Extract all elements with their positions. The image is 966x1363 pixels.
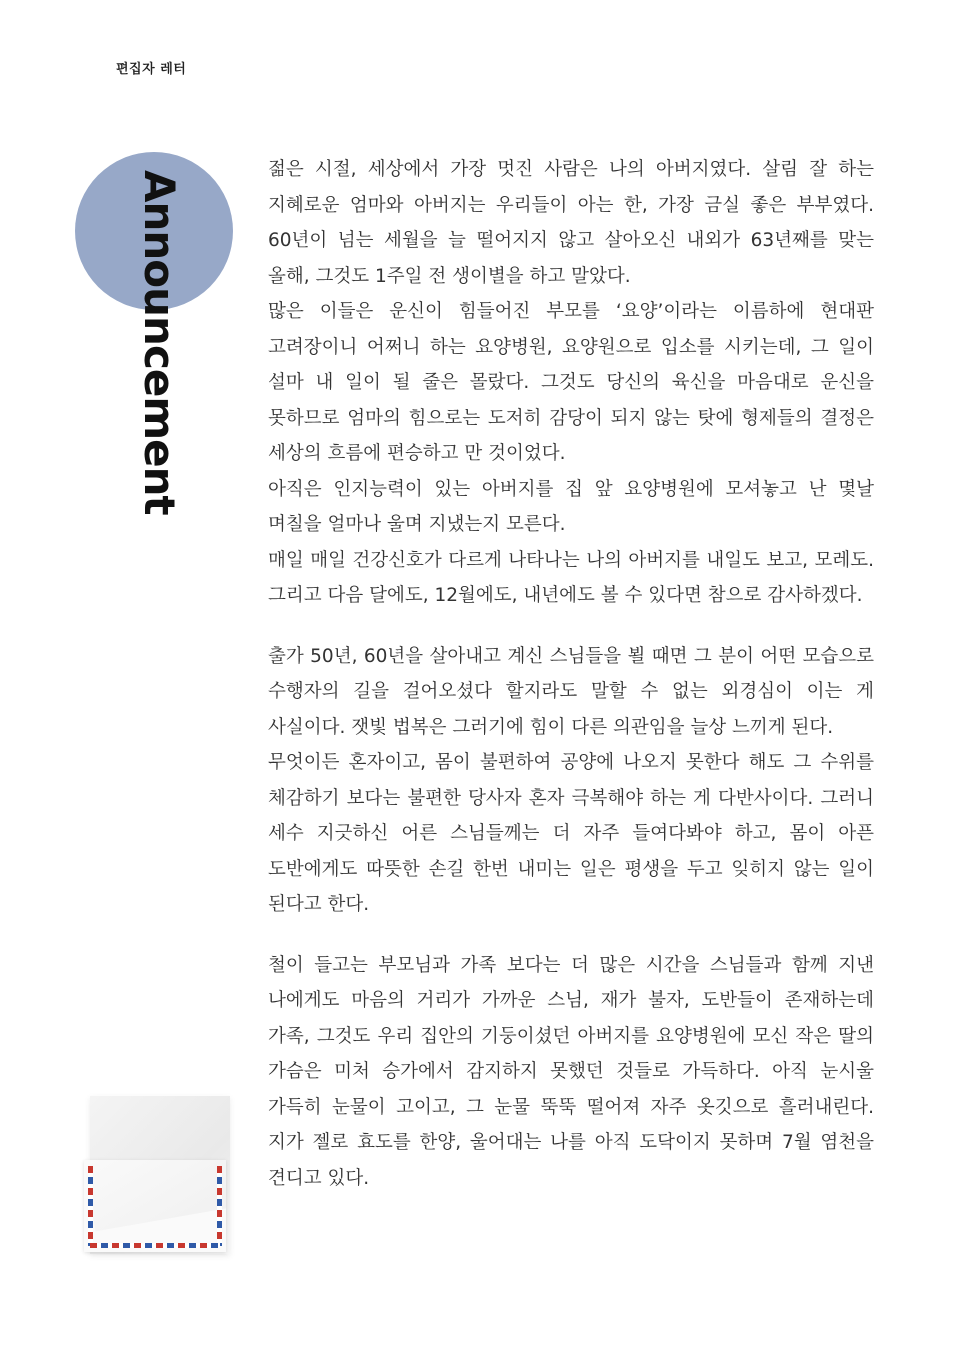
paragraph-5: 출가 50년, 60년을 살아내고 계신 스님들을 뵐 때면 그 분이 어떤 모습으로 수행자의 길을 걸어오셨다 할지라도 말할 수 없는 외경심이 이는 게 사실이다. 잿빛 법복은 그러기에 힘이 다른 의관임을 늘상 느끼게 된다.	[268, 645, 874, 738]
airmail-envelope-icon	[70, 1088, 242, 1263]
vertical-title	[107, 170, 187, 515]
paragraph-gap	[268, 614, 874, 639]
paragraph-4: 매일 매일 건강신호가 다르게 나타나는 나의 아버지를 내일도 보고, 모레도. 그리고 다음 달에도, 12월에도, 내년에도 볼 수 있다면 참으로 감사하겠다.	[268, 549, 874, 606]
airmail-stripe-bottom	[90, 1243, 220, 1248]
paragraph-7: 철이 들고는 부모님과 가족 보다는 더 많은 시간을 스님들과 함께 지낸 나에게도 마음의 거리가 가까운 스님, 재가 불자, 도반들이 존재하는데 가족, 그것도 우리 집안의 기둥이셨던 아버지를 요양병원에 모신 작은 딸의 가슴은 미처 승가에서 감지하지 못했던 것들로 가득하다. 아직 눈시울 가득히 눈물이 고이고, 그 눈물 뚝뚝 떨어져 자주 옷깃으로 흘러내린다. 지가 젤로 효도를 한양, 울어대는 나를 아직 도닥이지 못하며 7월 염천을 견디고 있다.	[268, 954, 874, 1189]
airmail-stripe-left	[88, 1166, 93, 1246]
paragraph-3: 아직은 인지능력이 있는 아버지를 집 앞 요양병원에 모셔놓고 난 몇날 며칠을 얼마나 울며 지냈는지 모른다.	[268, 478, 874, 535]
paragraph-1: 젊은 시절, 세상에서 가장 멋진 사람은 나의 아버지였다. 살림 잘 하는 지혜로운 엄마와 아버지는 우리들이 아는 한, 가장 금실 좋은 부부였다. 60년이 넘는 세월을 늘 떨어지지 않고 살아오신 내외가 63년째를 맞는 올해, 그것도 1주일 전 생이별을 하고 말았다.	[268, 159, 874, 287]
envelope-front	[84, 1160, 226, 1252]
vertical-title-text: Announcement	[135, 170, 184, 515]
paragraph-6: 무엇이든 혼자이고, 몸이 불편하여 공양에 나오지 못한다 해도 그 수위를 체감하기 보다는 불편한 당사자 혼자 극복해야 하는 게 다반사이다. 그러니 세수 지긋하신 어른 스님들께는 더 자주 들여다봐야 하고, 몸이 아픈 도반에게도 따뜻한 손길 한번 내미는 일은 평생을 두고 잊히지 않는 일이 된다고 한다.	[268, 752, 874, 915]
airmail-stripe-right	[217, 1166, 222, 1246]
envelope-flap	[84, 1160, 226, 1231]
paragraph-gap	[268, 923, 874, 948]
article-body	[268, 152, 874, 1196]
section-label: 편집자 레터	[116, 62, 187, 77]
paragraph-2: 많은 이들은 운신이 힘들어진 부모를 ‘요양’이라는 이름하에 현대판 고려장이니 어쩌니 하는 요양병원, 요양원으로 입소를 시키는데, 그 일이 설마 내 일이 될 줄은 몰랐다. 그것도 당신의 육신을 마음대로 운신을 못하므로 엄마의 힘으로는 도저히 감당이 되지 않는 탓에 형제들의 결정은 세상의 흐름에 편승하고 만 것이었다.	[268, 301, 874, 464]
